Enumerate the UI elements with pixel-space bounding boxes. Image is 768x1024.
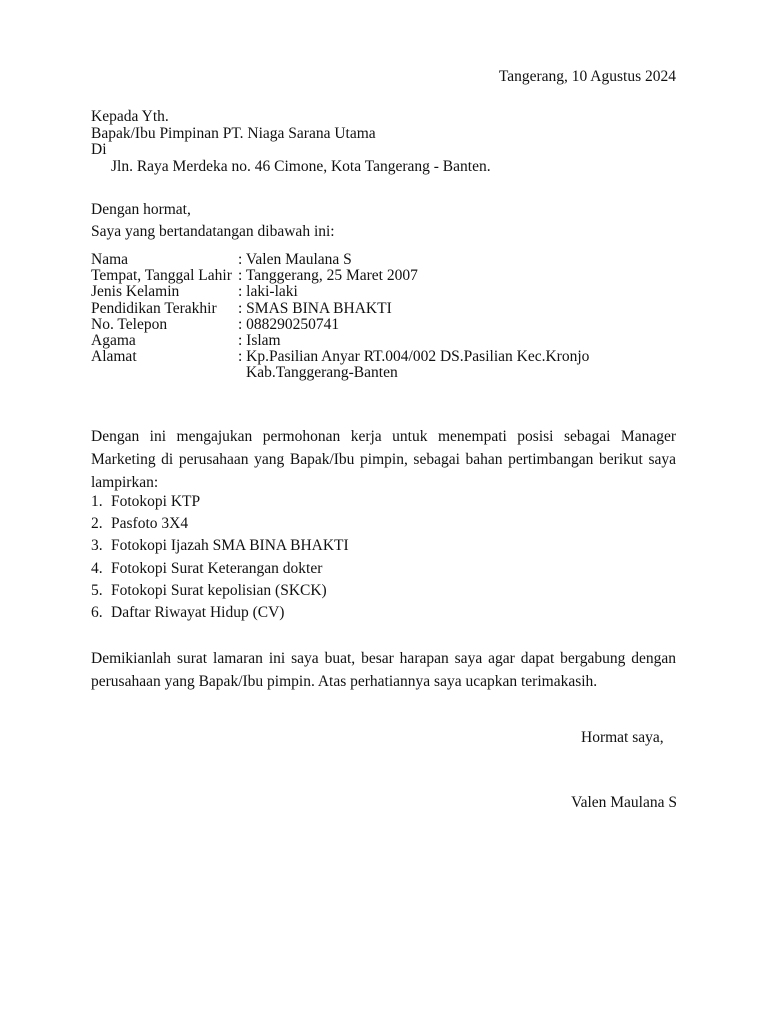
identity-label: No. Telepon bbox=[91, 315, 168, 333]
identity-row bbox=[91, 349, 589, 365]
identity-label: Jenis Kelamin bbox=[91, 283, 180, 301]
identity-label: Agama bbox=[91, 332, 136, 350]
identity-label: Pendidikan Terakhir bbox=[91, 299, 217, 317]
identity-value: : SMAS BINA BHAKTI bbox=[238, 299, 392, 317]
attachment-item bbox=[91, 602, 349, 624]
attachment-text: Pasfoto 3X4 bbox=[111, 515, 189, 533]
identity-row bbox=[91, 252, 589, 268]
identity-table bbox=[91, 252, 589, 382]
identity-value: : Tanggerang, 25 Maret 2007 bbox=[238, 267, 418, 285]
addressee-block bbox=[91, 109, 491, 175]
attachment-item bbox=[91, 513, 349, 535]
attachment-list bbox=[91, 491, 349, 624]
attachment-number: 3. bbox=[91, 537, 103, 555]
attachment-number: 5. bbox=[91, 581, 103, 599]
identity-row bbox=[91, 268, 589, 284]
closing-salutation: Hormat saya, bbox=[581, 729, 664, 746]
intro-line: Saya yang bertandatangan dibawah ini: bbox=[91, 223, 335, 240]
attachment-number: 6. bbox=[91, 604, 103, 622]
attachment-item bbox=[91, 491, 349, 513]
identity-value: : 088290250741 bbox=[238, 315, 340, 333]
identity-label: Alamat bbox=[91, 348, 137, 366]
attachment-text: Fotokopi Surat Keterangan dokter bbox=[111, 559, 323, 577]
identity-row bbox=[91, 284, 589, 300]
identity-row bbox=[91, 333, 589, 349]
identity-value: : laki-laki bbox=[238, 283, 298, 301]
identity-value: : Islam bbox=[238, 332, 281, 350]
identity-label: Nama bbox=[91, 251, 129, 268]
attachment-text: Fotokopi Surat kepolisian (SKCK) bbox=[111, 581, 327, 599]
attachment-item bbox=[91, 535, 349, 557]
identity-row bbox=[91, 317, 589, 333]
signer-name: Valen Maulana S bbox=[571, 794, 677, 811]
attachment-number: 2. bbox=[91, 515, 103, 533]
attachment-number: 4. bbox=[91, 559, 103, 577]
attachment-number: 1. bbox=[91, 493, 103, 510]
identity-value: : Kp.Pasilian Anyar RT.004/002 DS.Pasilian Kec.Kronjo bbox=[238, 348, 590, 366]
attachment-item bbox=[91, 580, 349, 602]
closing-paragraph: Demikianlah surat lamaran ini saya buat, besar harapan saya agar dapat bergabung dengan perusahaan yang Bapak/Ibu pimpin. Atas perhatiannya saya ucapkan terimakasih. bbox=[91, 650, 676, 690]
identity-row bbox=[91, 301, 589, 317]
addressee-recipient: Bapak/Ibu Pimpinan PT. Niaga Sarana Utama bbox=[91, 124, 376, 142]
attachment-text: Daftar Riwayat Hidup (CV) bbox=[111, 604, 285, 622]
attachment-text: Fotokopi Ijazah SMA BINA BHAKTI bbox=[111, 537, 349, 555]
identity-label: Tempat, Tanggal Lahir bbox=[91, 267, 232, 285]
attachment-text: Fotokopi KTP bbox=[111, 493, 201, 510]
addressee-address: Jln. Raya Merdeka no. 46 Cimone, Kota Tangerang - Banten. bbox=[111, 157, 491, 175]
addressee-di: Di bbox=[91, 141, 107, 158]
greeting: Dengan hormat, bbox=[91, 201, 191, 218]
addressee-salutation: Kepada Yth. bbox=[91, 108, 169, 125]
identity-value: : Valen Maulana S bbox=[238, 251, 352, 268]
attachment-item bbox=[91, 558, 349, 580]
opening-block bbox=[91, 199, 335, 243]
address-continuation: Kab.Tanggerang-Banten bbox=[246, 364, 398, 382]
date-line: Tangerang, 10 Agustus 2024 bbox=[498, 68, 676, 85]
application-paragraph: Dengan ini mengajukan permohonan kerja untuk menempati posisi sebagai Manager Marketing di perusahaan yang Bapak/Ibu pimpin, sebagai bahan pertimbangan berikut saya lampirkan: bbox=[91, 428, 676, 491]
